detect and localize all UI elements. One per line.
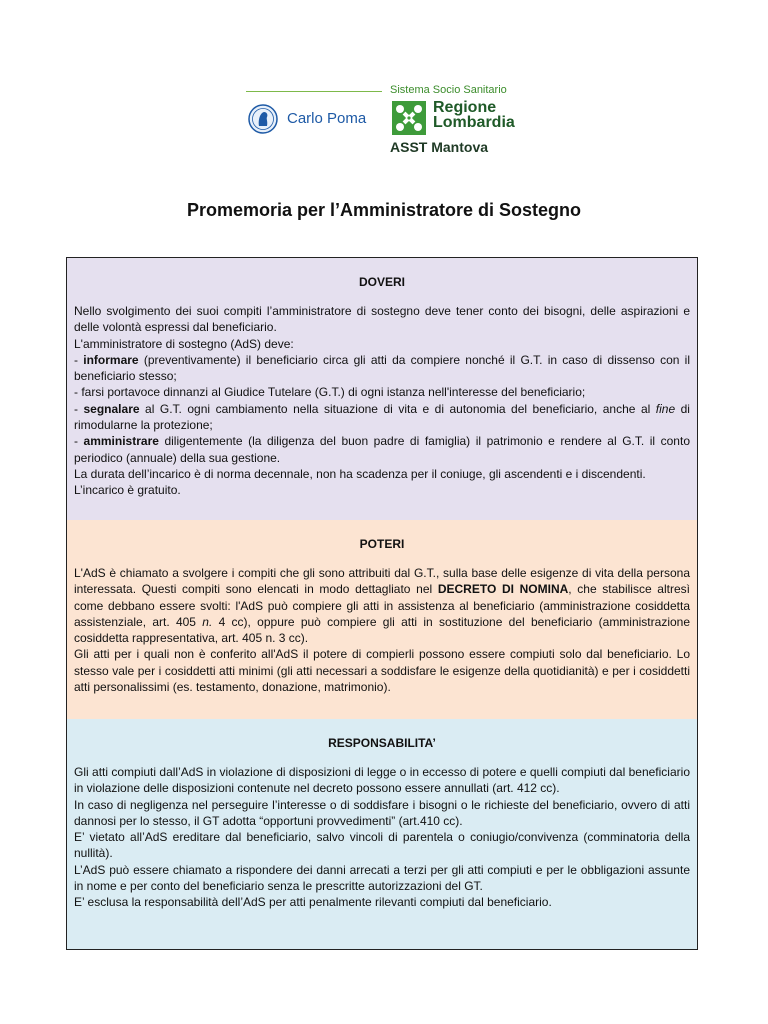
doveri-section	[66, 257, 698, 521]
doveri-item-portavoce: - farsi portavoce dinnanzi al Giudice Tutelare (G.T.) di ogni istanza nell'interesse del beneficiario;	[74, 385, 586, 400]
responsabilita-paragraph-4: L’AdS può essere chiamato a rispondere dei danni arrecati a terzi per gli atti compiuti e per le obbligazioni assunte in nome e per conto del beneficiario senza le prescritte autorizzazioni del GT.	[74, 862, 690, 894]
responsabilita-section	[66, 719, 698, 950]
carlo-poma-logo-text: Carlo Poma	[287, 110, 367, 127]
sistema-socio-sanitario-label: Sistema Socio Sanitario	[390, 84, 507, 96]
doveri-item-informare: - informare (preventivamente) il beneficiario circa gli atti da compiere nonché il G.T. in caso di dissenso con il beneficiario stesso;	[74, 352, 690, 384]
responsabilita-body	[74, 764, 690, 911]
poteri-heading: POTERI	[359, 537, 405, 551]
lombardia-text: Lombardia	[433, 114, 515, 131]
doveri-item-segnalare: - segnalare al G.T. ogni cambiamento nella situazione di vita e di autonomia del beneficiario, anche al fine di rimodularne la protezione;	[74, 401, 690, 433]
page-title: Promemoria per l’Amministratore di Sostegno	[186, 200, 582, 220]
header-logos	[246, 84, 526, 156]
header-divider-line	[246, 91, 382, 92]
poteri-section	[66, 520, 698, 720]
doveri-lead: L'amministratore di sostegno (AdS) deve:	[74, 336, 294, 351]
regione-text: Regione	[433, 99, 497, 116]
responsabilita-paragraph-1: Gli atti compiuti dall’AdS in violazione di disposizioni di legge o in eccesso di potere e quelli compiuti dal beneficiario in violazione delle disposizioni contenute nel decreto possono essere annullati (art. 412 cc).	[74, 765, 690, 796]
poteri-paragraph-1: L'AdS è chiamato a svolgere i compiti che gli sono attribuiti dal G.T., sulla base delle esigenze di vita della persona interessata. Questi compiti sono elencati in modo dettagliato nel DECRETO DI NOMINA, che stabilisce altresì come debbano essere svolti: l'AdS può compiere gli atti in assistenza al beneficiario (amministrazione cosiddetta assistenziale, art. 405 n. 4 cc), oppure può compiere gli atti in sostituzione del beneficiario (amministrazione cosiddetta rappresentativa, art. 405 n. 3 cc).	[74, 566, 691, 646]
responsabilita-heading: RESPONSABILITA’	[328, 736, 436, 750]
responsabilita-paragraph-2: In caso di negligenza nel perseguire l’interesse o di soddisfare i bisogni o le richieste del beneficiario, ovvero di atti dannosi per lo stesso, il GT adotta “opportuni provvedimenti” (art.410 cc).	[74, 797, 690, 828]
asst-mantova-label: ASST Mantova	[390, 139, 489, 155]
regione-lombardia-rose-icon	[392, 101, 426, 135]
doveri-item-amministrare: - amministrare diligentemente (la diligenza del buon padre di famiglia) il patrimonio e rendere al G.T. il conto periodico (annuale) della sua gestione.	[74, 434, 690, 465]
doveri-intro: Nello svolgimento dei suoi compiti l’amministratore di sostegno deve tener conto dei bisogni, delle aspirazioni e delle volontà espressi dal beneficiario.	[74, 304, 690, 335]
regione-lombardia-logo-text	[433, 100, 515, 130]
carlo-poma-emblem-icon	[248, 104, 278, 134]
responsabilita-paragraph-3: E’ vietato all’AdS ereditare dal beneficiario, salvo vincoli di parentela o coniugio/convivenza (comminatoria della nullità).	[74, 830, 690, 861]
responsabilita-paragraph-5: E’ esclusa la responsabilità dell’AdS per atti penalmente rilevanti compiuti dal beneficiario.	[74, 895, 552, 910]
poteri-paragraph-2: Gli atti per i quali non è conferito all'AdS il potere di compierli possono essere compiuti solo dal beneficiario. Lo stesso vale per i cosiddetti atti minimi (gli atti necessari a soddisfare le esigenze della quotidianità) e per i cosiddetti atti personalissimi (es. testamento, donazione, matrimonio).	[74, 647, 690, 695]
doveri-durata: La durata dell’incarico è di norma decennale, non ha scadenza per il coniuge, gli ascendenti e i discendenti.	[74, 466, 646, 481]
doveri-body	[74, 303, 690, 499]
doveri-gratuito: L’incarico è gratuito.	[74, 483, 181, 498]
poteri-body	[74, 565, 690, 695]
doveri-heading: DOVERI	[358, 275, 405, 289]
